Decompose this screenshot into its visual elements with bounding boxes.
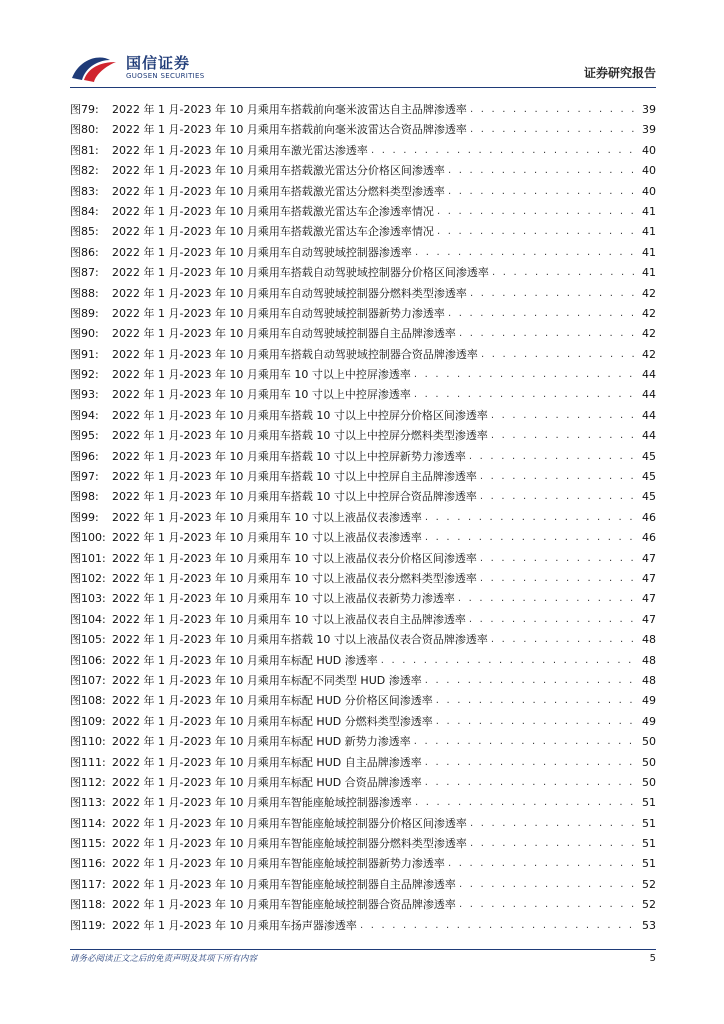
figure-number: 图92: (70, 368, 99, 382)
dot-leader (459, 895, 634, 915)
figure-page-number: 49 (642, 714, 656, 728)
dot-leader (415, 243, 634, 263)
figure-title: 2022 年 1 月-2023 年 10 月乘用车智能座舱域控制器渗透率 (112, 796, 412, 810)
dot-leader (371, 141, 634, 161)
toc-entry[interactable] (70, 324, 656, 344)
figure-title: 2022 年 1 月-2023 年 10 月乘用车 10 寸以上中控屏渗透率 (112, 368, 411, 382)
figure-page-number: 48 (642, 633, 656, 647)
figure-number: 图94: (70, 408, 99, 422)
figure-number: 图101: (70, 551, 106, 565)
figure-page-number: 44 (642, 388, 656, 402)
figure-page-number: 44 (642, 368, 656, 382)
toc-entry[interactable] (70, 487, 656, 507)
figure-page-number: 51 (642, 796, 656, 810)
figure-title: 2022 年 1 月-2023 年 10 月乘用车标配 HUD 合资品牌渗透率 (112, 775, 422, 789)
toc-entry[interactable] (70, 182, 656, 202)
toc-entry[interactable] (70, 610, 656, 630)
footer-disclaimer: 请务必阅读正文之后的免责声明及其项下所有内容 (70, 954, 258, 964)
figure-title: 2022 年 1 月-2023 年 10 月乘用车搭载前向毫米波雷达自主品牌渗透率 (112, 103, 467, 116)
figure-page-number: 40 (642, 164, 656, 178)
dot-leader (414, 385, 634, 405)
figure-page-number: 40 (642, 184, 656, 198)
figure-page-number: 41 (642, 245, 656, 259)
figure-number: 图85: (70, 225, 99, 239)
figure-page-number: 51 (642, 816, 656, 830)
figure-page-number: 44 (642, 408, 656, 422)
toc-entry[interactable] (70, 671, 656, 691)
toc-entry[interactable] (70, 834, 656, 854)
figure-number: 图113: (70, 796, 106, 810)
figure-title: 2022 年 1 月-2023 年 10 月乘用车 10 寸以上中控屏渗透率 (112, 388, 411, 402)
figure-page-number: 49 (642, 694, 656, 708)
figure-title: 2022 年 1 月-2023 年 10 月乘用车标配 HUD 分价格区间渗透率 (112, 694, 433, 708)
figure-page-number: 45 (642, 449, 656, 463)
figure-title: 2022 年 1 月-2023 年 10 月乘用车 10 寸以上液晶仪表渗透率 (112, 510, 422, 524)
figure-page-number: 47 (642, 571, 656, 585)
figure-number: 图87: (70, 266, 99, 280)
logo-chinese-name: 国信证券 (126, 54, 191, 72)
figure-title: 2022 年 1 月-2023 年 10 月乘用车搭载 10 寸以上中控屏自主品牌渗透率 (112, 470, 477, 484)
figure-number: 图105: (70, 633, 106, 647)
toc-entry[interactable] (70, 202, 656, 222)
figure-title: 2022 年 1 月-2023 年 10 月乘用车智能座舱域控制器新势力渗透率 (112, 857, 445, 871)
figure-title: 2022 年 1 月-2023 年 10 月乘用车 10 寸以上液晶仪表分燃料类型渗透率 (112, 571, 477, 585)
figure-number: 图98: (70, 490, 99, 504)
figure-title: 2022 年 1 月-2023 年 10 月乘用车自动驾驶域控制器自主品牌渗透率 (112, 327, 456, 341)
dot-leader (481, 345, 634, 365)
dot-leader (381, 651, 634, 671)
figure-title: 2022 年 1 月-2023 年 10 月乘用车搭载 10 寸以上中控屏新势力渗透率 (112, 449, 466, 463)
figure-page-number: 39 (642, 103, 656, 116)
dot-leader (425, 528, 634, 548)
dot-leader (425, 773, 634, 793)
figure-number: 图118: (70, 898, 106, 912)
figure-number: 图107: (70, 673, 106, 687)
figure-number: 图104: (70, 612, 106, 626)
figure-page-number: 51 (642, 837, 656, 851)
toc-entry[interactable] (70, 141, 656, 161)
figure-title: 2022 年 1 月-2023 年 10 月乘用车搭载自动驾驶域控制器分价格区间渗透率 (112, 266, 489, 280)
figure-number: 图111: (70, 755, 106, 769)
figure-page-number: 52 (642, 898, 656, 912)
figure-page-number: 42 (642, 327, 656, 341)
figure-page-number: 41 (642, 225, 656, 239)
figure-page-number: 47 (642, 612, 656, 626)
dot-leader (469, 447, 634, 467)
figure-page-number: 46 (642, 510, 656, 524)
figure-title: 2022 年 1 月-2023 年 10 月乘用车智能座舱域控制器分燃料类型渗透率 (112, 837, 467, 851)
figure-page-number: 42 (642, 286, 656, 300)
figure-title: 2022 年 1 月-2023 年 10 月乘用车搭载 10 寸以上中控屏分燃料类型渗透率 (112, 429, 488, 443)
figure-number: 图116: (70, 857, 106, 871)
toc-entry[interactable] (70, 630, 656, 650)
figure-page-number: 51 (642, 857, 656, 871)
figure-title: 2022 年 1 月-2023 年 10 月乘用车搭载自动驾驶域控制器合资品牌渗透率 (112, 347, 478, 361)
figure-page-number: 48 (642, 653, 656, 667)
dot-leader (480, 569, 634, 589)
figure-title: 2022 年 1 月-2023 年 10 月乘用车搭载前向毫米波雷达合资品牌渗透率 (112, 123, 467, 137)
figure-number: 图91: (70, 347, 99, 361)
toc-entry[interactable] (70, 753, 656, 773)
figure-number: 图114: (70, 816, 106, 830)
figure-title: 2022 年 1 月-2023 年 10 月乘用车扬声器渗透率 (112, 918, 357, 932)
figure-number: 图79: (70, 103, 99, 116)
figure-title: 2022 年 1 月-2023 年 10 月乘用车激光雷达渗透率 (112, 143, 368, 157)
figure-title: 2022 年 1 月-2023 年 10 月乘用车搭载 10 寸以上液晶仪表合资品牌渗透率 (112, 633, 488, 647)
report-type-label: 证券研究报告 (583, 66, 656, 80)
figure-number: 图95: (70, 429, 99, 443)
dot-leader (491, 406, 634, 426)
figure-number: 图83: (70, 184, 99, 198)
figure-number: 图102: (70, 571, 106, 585)
toc-entry[interactable] (70, 916, 656, 936)
toc-entry[interactable] (70, 549, 656, 569)
page-header (70, 48, 656, 88)
toc-entry[interactable] (70, 345, 656, 365)
figure-number: 图99: (70, 510, 99, 524)
dot-leader (492, 263, 634, 283)
company-logo (70, 48, 270, 88)
figure-page-number: 52 (642, 877, 656, 891)
figure-number: 图89: (70, 306, 99, 320)
dot-leader (458, 589, 634, 609)
figure-number: 图86: (70, 245, 99, 259)
figure-title: 2022 年 1 月-2023 年 10 月乘用车搭载 10 寸以上中控屏合资品牌渗透率 (112, 490, 477, 504)
toc-entry[interactable] (70, 406, 656, 426)
page-number: 5 (649, 953, 656, 964)
logo-mark-icon (70, 52, 120, 84)
toc-entry[interactable] (70, 569, 656, 589)
logo-english-name: GUOSEN SECURITIES (126, 72, 205, 80)
dot-leader (470, 284, 634, 304)
toc-entry[interactable] (70, 814, 656, 834)
dot-leader (470, 834, 634, 854)
figure-number: 图82: (70, 164, 99, 178)
toc-entry[interactable] (70, 589, 656, 609)
figure-title: 2022 年 1 月-2023 年 10 月乘用车标配 HUD 自主品牌渗透率 (112, 755, 422, 769)
figure-number: 图81: (70, 143, 99, 157)
figure-number: 图103: (70, 592, 106, 606)
toc-entry[interactable] (70, 284, 656, 304)
dot-leader (425, 671, 634, 691)
figure-page-number: 40 (642, 143, 656, 157)
toc-entry[interactable] (70, 528, 656, 548)
figure-page-number: 50 (642, 755, 656, 769)
header-divider (70, 87, 656, 88)
figure-title: 2022 年 1 月-2023 年 10 月乘用车 10 寸以上液晶仪表自主品牌渗透率 (112, 612, 466, 626)
figure-page-number: 44 (642, 429, 656, 443)
toc-entry[interactable] (70, 732, 656, 752)
dot-leader (480, 467, 634, 487)
dot-leader (470, 814, 634, 834)
figure-number: 图112: (70, 775, 106, 789)
figure-title: 2022 年 1 月-2023 年 10 月乘用车自动驾驶域控制器新势力渗透率 (112, 306, 445, 320)
figure-title: 2022 年 1 月-2023 年 10 月乘用车智能座舱域控制器合资品牌渗透率 (112, 898, 456, 912)
figure-number: 图97: (70, 470, 99, 484)
figure-page-number: 53 (642, 918, 656, 932)
figure-title: 2022 年 1 月-2023 年 10 月乘用车搭载激光雷达车企渗透率情况 (112, 204, 434, 218)
dot-leader (414, 732, 634, 752)
dot-leader (436, 712, 634, 732)
figure-title: 2022 年 1 月-2023 年 10 月乘用车搭载激光雷达车企渗透率情况 (112, 225, 434, 239)
figure-title: 2022 年 1 月-2023 年 10 月乘用车搭载 10 寸以上中控屏分价格区间渗透率 (112, 408, 488, 422)
figure-number: 图115: (70, 837, 106, 851)
figure-page-number: 41 (642, 204, 656, 218)
toc-entry[interactable] (70, 773, 656, 793)
dot-leader (459, 324, 634, 344)
toc-entry[interactable] (70, 385, 656, 405)
figure-title: 2022 年 1 月-2023 年 10 月乘用车智能座舱域控制器自主品牌渗透率 (112, 877, 456, 891)
toc-entry[interactable] (70, 426, 656, 446)
dot-leader (415, 793, 634, 813)
figure-page-number: 50 (642, 735, 656, 749)
footer-divider (70, 949, 656, 950)
figure-title: 2022 年 1 月-2023 年 10 月乘用车自动驾驶域控制器分燃料类型渗透率 (112, 286, 467, 300)
figure-page-number: 39 (642, 123, 656, 137)
toc-entry[interactable] (70, 120, 656, 140)
figure-number: 图96: (70, 449, 99, 463)
figure-title: 2022 年 1 月-2023 年 10 月乘用车标配 HUD 新势力渗透率 (112, 735, 411, 749)
figure-number: 图100: (70, 531, 106, 545)
dot-leader (469, 610, 634, 630)
dot-leader (448, 304, 634, 324)
toc-entry[interactable] (70, 712, 656, 732)
toc-entry[interactable] (70, 304, 656, 324)
figure-page-number: 45 (642, 490, 656, 504)
figure-number: 图119: (70, 918, 106, 932)
figure-number: 图108: (70, 694, 106, 708)
dot-leader (491, 426, 634, 446)
dot-leader (448, 161, 634, 181)
dot-leader (448, 182, 634, 202)
figure-number: 图84: (70, 204, 99, 218)
toc-entry[interactable] (70, 508, 656, 528)
figure-page-number: 46 (642, 531, 656, 545)
toc-entry[interactable] (70, 793, 656, 813)
dot-leader (425, 508, 634, 528)
figure-title: 2022 年 1 月-2023 年 10 月乘用车自动驾驶域控制器渗透率 (112, 245, 412, 259)
figure-index-list (70, 100, 656, 936)
toc-entry[interactable] (70, 875, 656, 895)
dot-leader (480, 549, 634, 569)
toc-entry[interactable] (70, 691, 656, 711)
figure-page-number: 48 (642, 673, 656, 687)
dot-leader (437, 222, 634, 242)
toc-entry[interactable] (70, 243, 656, 263)
toc-entry[interactable] (70, 854, 656, 874)
figure-page-number: 41 (642, 266, 656, 280)
toc-entry[interactable] (70, 467, 656, 487)
figure-title: 2022 年 1 月-2023 年 10 月乘用车标配 HUD 渗透率 (112, 653, 378, 667)
figure-number: 图90: (70, 327, 99, 341)
figure-number: 图109: (70, 714, 106, 728)
figure-number: 图106: (70, 653, 106, 667)
dot-leader (491, 630, 634, 650)
toc-entry[interactable] (70, 895, 656, 915)
figure-number: 图88: (70, 286, 99, 300)
dot-leader (437, 202, 634, 222)
figure-page-number: 42 (642, 347, 656, 361)
figure-number: 图93: (70, 388, 99, 402)
figure-number: 图117: (70, 877, 106, 891)
toc-entry[interactable] (70, 365, 656, 385)
toc-entry[interactable] (70, 100, 656, 120)
figure-page-number: 45 (642, 470, 656, 484)
toc-entry[interactable] (70, 263, 656, 283)
dot-leader (360, 916, 634, 936)
dot-leader (414, 365, 634, 385)
dot-leader (470, 100, 634, 120)
toc-entry[interactable] (70, 161, 656, 181)
figure-page-number: 47 (642, 551, 656, 565)
toc-entry[interactable] (70, 651, 656, 671)
dot-leader (448, 854, 634, 874)
dot-leader (470, 120, 634, 140)
figure-title: 2022 年 1 月-2023 年 10 月乘用车搭载激光雷达分燃料类型渗透率 (112, 184, 445, 198)
dot-leader (425, 753, 634, 773)
figure-title: 2022 年 1 月-2023 年 10 月乘用车智能座舱域控制器分价格区间渗透率 (112, 816, 467, 830)
figure-title: 2022 年 1 月-2023 年 10 月乘用车 10 寸以上液晶仪表渗透率 (112, 531, 422, 545)
toc-entry[interactable] (70, 222, 656, 242)
figure-number: 图80: (70, 123, 99, 137)
figure-page-number: 47 (642, 592, 656, 606)
toc-entry[interactable] (70, 447, 656, 467)
figure-page-number: 50 (642, 775, 656, 789)
figure-page-number: 42 (642, 306, 656, 320)
figure-number: 图110: (70, 735, 106, 749)
figure-title: 2022 年 1 月-2023 年 10 月乘用车 10 寸以上液晶仪表分价格区间渗透率 (112, 551, 477, 565)
dot-leader (480, 487, 634, 507)
figure-title: 2022 年 1 月-2023 年 10 月乘用车标配不同类型 HUD 渗透率 (112, 673, 422, 687)
figure-title: 2022 年 1 月-2023 年 10 月乘用车 10 寸以上液晶仪表新势力渗透率 (112, 592, 455, 606)
dot-leader (459, 875, 634, 895)
dot-leader (436, 691, 634, 711)
figure-title: 2022 年 1 月-2023 年 10 月乘用车标配 HUD 分燃料类型渗透率 (112, 714, 433, 728)
figure-title: 2022 年 1 月-2023 年 10 月乘用车搭载激光雷达分价格区间渗透率 (112, 164, 445, 178)
